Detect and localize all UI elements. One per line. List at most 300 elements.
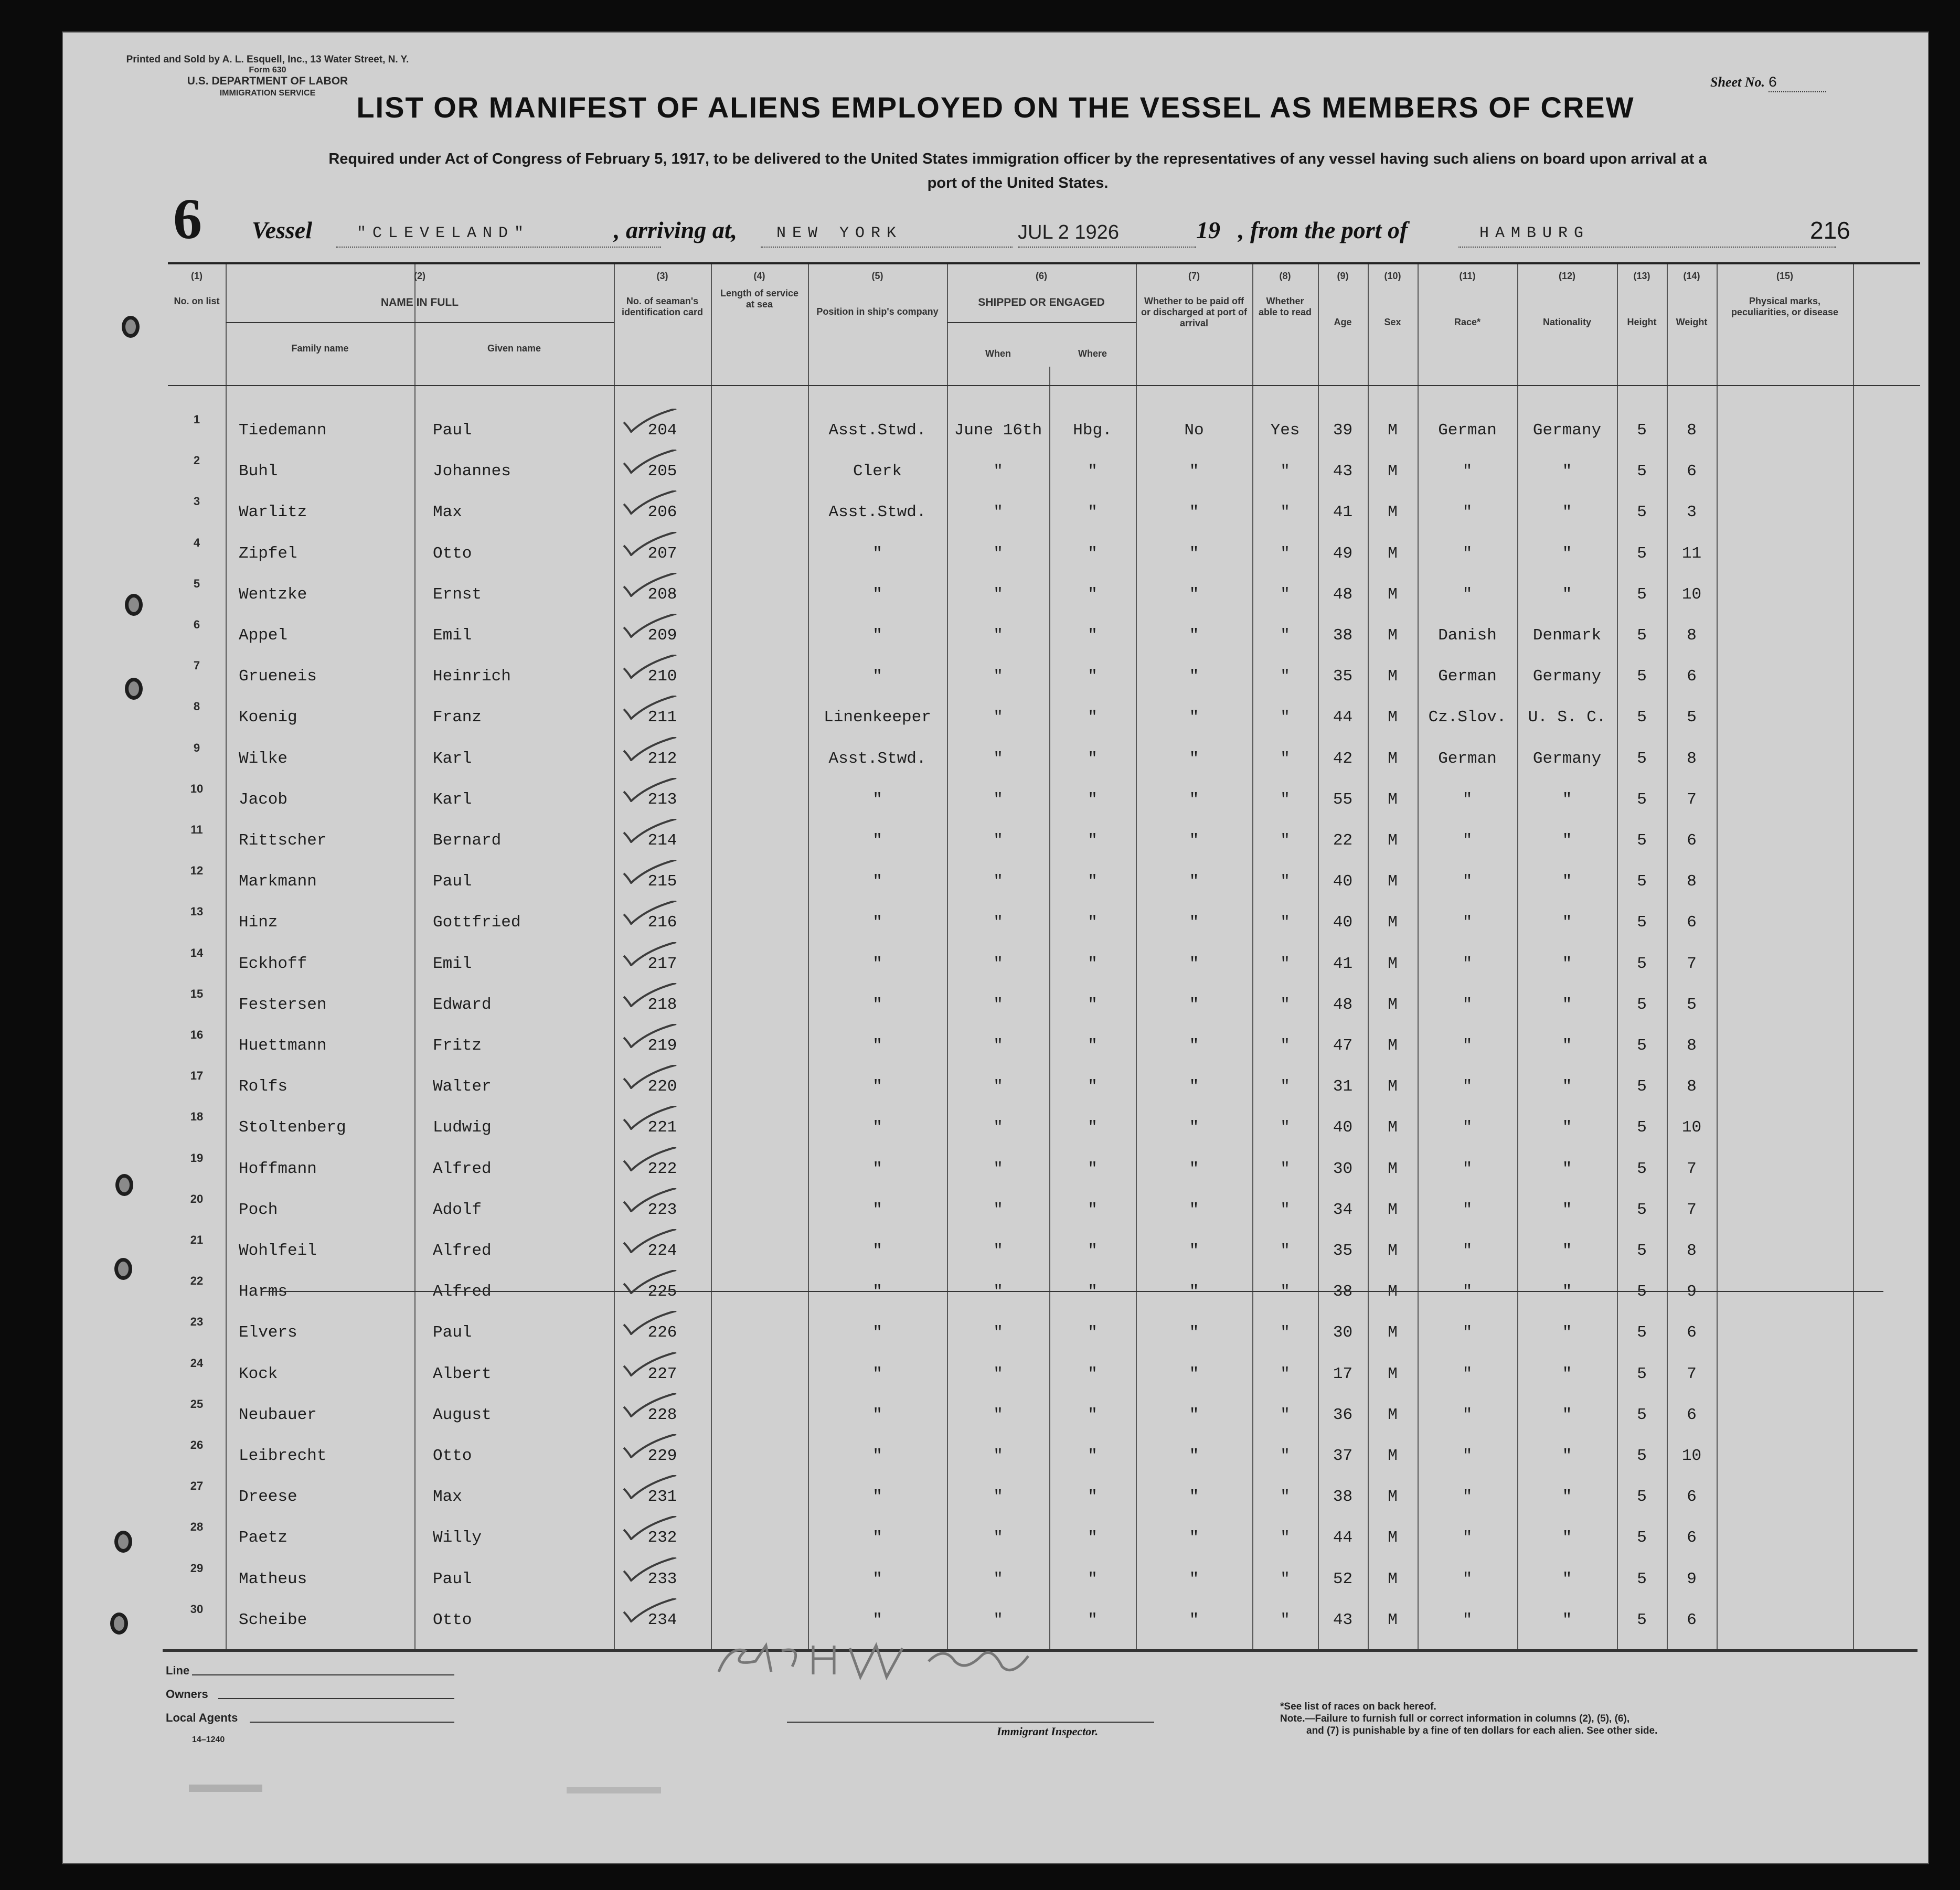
age: 44 xyxy=(1333,708,1353,727)
nationality: Germany xyxy=(1532,421,1602,440)
height: 5 xyxy=(1637,1242,1647,1260)
weight: 8 xyxy=(1687,421,1697,440)
height: 5 xyxy=(1637,708,1647,727)
row-number: 3 xyxy=(193,495,200,508)
weight: 8 xyxy=(1687,749,1697,768)
crew-table xyxy=(168,262,1920,1657)
race: German xyxy=(1438,749,1497,768)
position-in-company: " xyxy=(872,1242,882,1260)
height: 5 xyxy=(1637,626,1647,645)
family-name: Kock xyxy=(239,1364,278,1383)
shipped-when: " xyxy=(993,1159,1003,1178)
nationality: " xyxy=(1562,1242,1572,1260)
check-mark xyxy=(622,1065,679,1089)
nationality: " xyxy=(1562,462,1572,481)
vessel-name: "CLEVELAND" xyxy=(357,225,530,242)
shipped-where: " xyxy=(1088,626,1098,645)
check-mark xyxy=(622,1229,679,1253)
paid-off: " xyxy=(1189,913,1199,932)
big-sheet-number: 6 xyxy=(173,187,202,251)
id-card-number: 205 xyxy=(647,462,677,481)
able-to-read: " xyxy=(1280,667,1290,686)
able-to-read: " xyxy=(1280,831,1290,850)
sex: M xyxy=(1388,1610,1398,1629)
sex: M xyxy=(1388,1242,1398,1260)
nationality: " xyxy=(1562,1405,1572,1424)
table-row xyxy=(168,532,1920,573)
given-name: Franz xyxy=(433,708,482,727)
shipped-where: " xyxy=(1088,1405,1098,1424)
race: " xyxy=(1462,1569,1473,1588)
weight: 11 xyxy=(1681,544,1702,563)
shipped-where: " xyxy=(1088,544,1098,563)
height: 5 xyxy=(1637,1118,1647,1137)
given-name: Max xyxy=(433,1488,462,1507)
shipped-when: " xyxy=(993,1610,1003,1629)
height: 5 xyxy=(1637,667,1647,686)
given-name: Gottfried xyxy=(433,913,521,932)
given-name: Paul xyxy=(433,872,472,891)
height: 5 xyxy=(1637,544,1647,563)
table-row xyxy=(168,573,1920,614)
nationality: " xyxy=(1562,1200,1572,1219)
paid-off: " xyxy=(1189,1242,1199,1260)
position-in-company: " xyxy=(872,1529,882,1547)
id-card-number: 207 xyxy=(647,544,677,563)
given-name: Karl xyxy=(433,749,472,768)
weight: 6 xyxy=(1687,667,1697,686)
able-to-read: " xyxy=(1280,872,1290,891)
owners-label: Owners xyxy=(166,1688,208,1701)
given-name: Otto xyxy=(433,1610,472,1629)
table-row xyxy=(168,819,1920,860)
able-to-read: " xyxy=(1280,626,1290,645)
family-name: Buhl xyxy=(239,462,278,481)
shipped-where: " xyxy=(1088,1569,1098,1588)
header-no-on-list: No. on list xyxy=(174,296,220,306)
id-card-number: 212 xyxy=(647,749,677,768)
able-to-read: " xyxy=(1280,1447,1290,1465)
height: 5 xyxy=(1637,421,1647,440)
age: 31 xyxy=(1333,1077,1353,1096)
column-number: (6) xyxy=(1036,271,1047,281)
able-to-read: " xyxy=(1280,1569,1290,1588)
nationality: " xyxy=(1562,1283,1572,1301)
paid-off: " xyxy=(1189,1405,1199,1424)
column-number: (12) xyxy=(1558,271,1575,281)
race: " xyxy=(1462,954,1473,973)
row-number: 16 xyxy=(190,1028,204,1041)
dotted-line xyxy=(1458,247,1836,248)
paid-off: " xyxy=(1189,585,1199,604)
row-number: 30 xyxy=(190,1602,204,1616)
check-mark xyxy=(622,1516,679,1540)
check-mark xyxy=(622,1557,679,1582)
race: " xyxy=(1462,913,1473,932)
local-agents-label: Local Agents xyxy=(166,1711,238,1724)
family-name: Dreese xyxy=(239,1488,297,1507)
age: 40 xyxy=(1333,872,1353,891)
form-number: Form 630 xyxy=(249,66,286,74)
row-number: 22 xyxy=(190,1274,204,1288)
weight: 6 xyxy=(1687,1488,1697,1507)
shipped-where: " xyxy=(1088,913,1098,932)
position-in-company: " xyxy=(872,954,882,973)
able-to-read: Yes xyxy=(1270,421,1300,440)
race: " xyxy=(1462,1159,1473,1178)
service-name: IMMIGRATION SERVICE xyxy=(219,89,316,98)
row-number: 15 xyxy=(190,987,204,1000)
paid-off: " xyxy=(1189,790,1199,809)
given-name: Fritz xyxy=(433,1037,482,1055)
header-shipped: SHIPPED OR ENGAGED xyxy=(978,296,1105,308)
sex: M xyxy=(1388,1488,1398,1507)
table-row xyxy=(168,860,1920,901)
shipped-when: " xyxy=(993,749,1003,768)
weight: 10 xyxy=(1681,585,1702,604)
strike-line xyxy=(262,1291,1883,1292)
family-name: Eckhoff xyxy=(239,954,307,973)
age: 36 xyxy=(1333,1405,1353,1424)
given-name: Heinrich xyxy=(433,667,511,686)
year-label: 19 xyxy=(1196,217,1220,243)
id-card-number: 208 xyxy=(647,585,677,604)
inspector-label: Immigrant Inspector. xyxy=(997,1725,1099,1738)
table-row xyxy=(168,1024,1920,1065)
height: 5 xyxy=(1637,1037,1647,1055)
dotted-line xyxy=(1018,247,1196,248)
check-mark xyxy=(622,983,679,1007)
age: 44 xyxy=(1333,1529,1353,1547)
table-row xyxy=(168,450,1920,490)
local-agents-field xyxy=(250,1722,454,1723)
nationality: " xyxy=(1562,1037,1572,1055)
column-number: (1) xyxy=(191,271,203,281)
sex: M xyxy=(1388,749,1398,768)
check-mark xyxy=(622,409,679,433)
table-row xyxy=(168,1311,1920,1352)
race: " xyxy=(1462,1283,1473,1301)
column-number: (10) xyxy=(1384,271,1401,281)
given-name: Emil xyxy=(433,626,472,645)
position-in-company: " xyxy=(872,544,882,563)
header-sex: Sex xyxy=(1384,317,1401,327)
height: 5 xyxy=(1637,1283,1647,1301)
header-bottom-rule xyxy=(168,385,1920,386)
race: " xyxy=(1462,585,1473,604)
given-name: Emil xyxy=(433,954,472,973)
shipped-where: " xyxy=(1088,1200,1098,1219)
table-row xyxy=(168,901,1920,942)
able-to-read: " xyxy=(1280,1242,1290,1260)
position-in-company: " xyxy=(872,913,882,932)
row-number: 21 xyxy=(190,1233,204,1246)
race: Cz.Slov. xyxy=(1428,708,1507,727)
row-number: 11 xyxy=(190,823,203,836)
id-card-number: 206 xyxy=(647,503,677,522)
row-number: 2 xyxy=(193,454,200,467)
position-in-company: Asst.Stwd. xyxy=(828,503,926,522)
age: 38 xyxy=(1333,626,1353,645)
position-in-company: " xyxy=(872,1283,882,1301)
id-card-number: 234 xyxy=(647,1610,677,1629)
weight: 7 xyxy=(1687,954,1697,973)
able-to-read: " xyxy=(1280,749,1290,768)
shipped-when: " xyxy=(993,1077,1003,1096)
sex: M xyxy=(1388,913,1398,932)
shipped-where: Hbg. xyxy=(1073,421,1112,440)
sex: M xyxy=(1388,1159,1398,1178)
faint-marking xyxy=(567,1787,661,1793)
weight: 6 xyxy=(1687,462,1697,481)
id-card-number: 233 xyxy=(647,1569,677,1588)
weight: 5 xyxy=(1687,708,1697,727)
id-card-number: 220 xyxy=(647,1077,677,1096)
race: " xyxy=(1462,462,1473,481)
sex: M xyxy=(1388,1037,1398,1055)
id-card-number: 219 xyxy=(647,1037,677,1055)
able-to-read: " xyxy=(1280,544,1290,563)
id-card-number: 226 xyxy=(647,1323,677,1342)
family-name: Huettmann xyxy=(239,1037,327,1055)
check-mark xyxy=(622,450,679,474)
check-mark xyxy=(622,1106,679,1130)
weight: 5 xyxy=(1687,995,1697,1014)
check-mark xyxy=(622,819,679,843)
position-in-company: Linenkeeper xyxy=(824,708,931,727)
sex: M xyxy=(1388,1364,1398,1383)
header-family-name: Family name xyxy=(291,343,349,354)
table-row xyxy=(168,1065,1920,1106)
age: 30 xyxy=(1333,1323,1353,1342)
column-number: (2) xyxy=(414,271,425,281)
sex: M xyxy=(1388,1405,1398,1424)
id-card-number: 221 xyxy=(647,1118,677,1137)
given-name: Walter xyxy=(433,1077,492,1096)
header-rule xyxy=(947,322,1136,323)
nationality: " xyxy=(1562,1488,1572,1507)
age: 43 xyxy=(1333,462,1353,481)
shipped-where: " xyxy=(1088,667,1098,686)
column-number: (5) xyxy=(871,271,883,281)
header-height: Height xyxy=(1627,317,1657,327)
able-to-read: " xyxy=(1280,585,1290,604)
race: German xyxy=(1438,667,1497,686)
nationality: " xyxy=(1562,1529,1572,1547)
able-to-read: " xyxy=(1280,1037,1290,1055)
height: 5 xyxy=(1637,872,1647,891)
penalty-note-line: Note.—Failure to furnish full or correct information in columns (2), (5), (6), xyxy=(1280,1713,1630,1724)
able-to-read: " xyxy=(1280,1283,1290,1301)
position-in-company: " xyxy=(872,1405,882,1424)
family-name: Wentzke xyxy=(239,585,307,604)
given-name: Karl xyxy=(433,790,472,809)
check-mark xyxy=(622,573,679,597)
nationality: " xyxy=(1562,1159,1572,1178)
id-card-number: 214 xyxy=(647,831,677,850)
row-number: 23 xyxy=(190,1315,204,1329)
row-number: 6 xyxy=(193,618,200,631)
shipped-when: " xyxy=(993,585,1003,604)
faint-marking xyxy=(189,1785,262,1792)
family-name: Tiedemann xyxy=(239,421,327,440)
age: 40 xyxy=(1333,913,1353,932)
paid-off: " xyxy=(1189,1200,1199,1219)
shipped-where: " xyxy=(1088,1077,1098,1096)
shipped-when: " xyxy=(993,667,1003,686)
sex: M xyxy=(1388,1323,1398,1342)
row-number: 19 xyxy=(190,1151,204,1165)
age: 48 xyxy=(1333,995,1353,1014)
able-to-read: " xyxy=(1280,1364,1290,1383)
position-in-company: " xyxy=(872,626,882,645)
header-age: Age xyxy=(1334,317,1352,327)
family-name: Matheus xyxy=(239,1569,307,1588)
able-to-read: " xyxy=(1280,503,1290,522)
height: 5 xyxy=(1637,585,1647,604)
header-rule xyxy=(226,322,614,323)
shipped-when: " xyxy=(993,626,1003,645)
check-mark xyxy=(622,490,679,515)
shipped-where: " xyxy=(1088,1364,1098,1383)
age: 17 xyxy=(1333,1364,1353,1383)
shipped-when: " xyxy=(993,1242,1003,1260)
weight: 7 xyxy=(1687,1200,1697,1219)
table-row xyxy=(168,1434,1920,1475)
header-race: Race* xyxy=(1454,317,1481,327)
sex: M xyxy=(1388,626,1398,645)
shipped-when: June 16th xyxy=(954,421,1042,440)
age: 55 xyxy=(1333,790,1353,809)
height: 5 xyxy=(1637,831,1647,850)
check-mark xyxy=(622,532,679,556)
nationality: " xyxy=(1562,1610,1572,1629)
sex: M xyxy=(1388,1447,1398,1465)
weight: 7 xyxy=(1687,1364,1697,1383)
subtitle-line: port of the United States. xyxy=(927,175,1109,191)
height: 5 xyxy=(1637,954,1647,973)
sex: M xyxy=(1388,954,1398,973)
shipped-when: " xyxy=(993,1323,1003,1342)
row-number: 28 xyxy=(190,1520,204,1534)
race: " xyxy=(1462,995,1473,1014)
table-row xyxy=(168,737,1920,778)
given-name: Alfred xyxy=(433,1283,492,1301)
id-card-number: 223 xyxy=(647,1200,677,1219)
race: " xyxy=(1462,1610,1473,1629)
header-where: Where xyxy=(1078,348,1107,359)
position-in-company: " xyxy=(872,1323,882,1342)
arrival-date-stamp: JUL 2 1926 xyxy=(1018,221,1119,243)
punch-hole xyxy=(122,316,140,338)
position-in-company: Clerk xyxy=(853,462,902,481)
shipped-when: " xyxy=(993,872,1003,891)
shipped-where: " xyxy=(1088,585,1098,604)
shipped-where: " xyxy=(1088,1610,1098,1629)
table-row xyxy=(168,983,1920,1024)
position-in-company: " xyxy=(872,667,882,686)
paid-off: " xyxy=(1189,1323,1199,1342)
header-nationality: Nationality xyxy=(1542,317,1591,327)
given-name: Max xyxy=(433,503,462,522)
table-row xyxy=(168,1352,1920,1393)
nationality: " xyxy=(1562,995,1572,1014)
age: 52 xyxy=(1333,1569,1353,1588)
sex: M xyxy=(1388,790,1398,809)
check-mark xyxy=(622,696,679,720)
family-name: Hoffmann xyxy=(239,1159,317,1178)
able-to-read: " xyxy=(1280,1529,1290,1547)
sex: M xyxy=(1388,585,1398,604)
able-to-read: " xyxy=(1280,1405,1290,1424)
table-row xyxy=(168,1188,1920,1229)
row-number: 27 xyxy=(190,1479,204,1493)
shipped-where: " xyxy=(1088,749,1098,768)
family-name: Appel xyxy=(239,626,288,645)
race: " xyxy=(1462,790,1473,809)
height: 5 xyxy=(1637,1569,1647,1588)
weight: 6 xyxy=(1687,1323,1697,1342)
row-number: 20 xyxy=(190,1192,204,1205)
paid-off: " xyxy=(1189,872,1199,891)
check-mark xyxy=(622,1311,679,1335)
age: 49 xyxy=(1333,544,1353,563)
dotted-line xyxy=(336,247,661,248)
check-mark xyxy=(622,1188,679,1212)
shipped-when: " xyxy=(993,1488,1003,1507)
weight: 8 xyxy=(1687,626,1697,645)
column-number: (13) xyxy=(1633,271,1650,281)
age: 48 xyxy=(1333,585,1353,604)
nationality: " xyxy=(1562,954,1572,973)
paid-off: " xyxy=(1189,1364,1199,1383)
header-able-read: Whether able to read xyxy=(1258,296,1312,317)
id-card-number: 218 xyxy=(647,995,677,1014)
header-id-card: No. of seaman's identification card xyxy=(621,296,704,317)
punch-hole xyxy=(110,1613,128,1635)
subtitle-line: Required under Act of Congress of February 5, 1917, to be delivered to the United States immigration officer by the representatives of any vessel having such aliens on board upon arrival at a xyxy=(328,151,1707,167)
shipped-when: " xyxy=(993,1118,1003,1137)
shipped-when: " xyxy=(993,1529,1003,1547)
family-name: Hinz xyxy=(239,913,278,932)
check-mark xyxy=(622,1024,679,1048)
row-number: 1 xyxy=(193,413,200,426)
id-card-number: 227 xyxy=(647,1364,677,1383)
height: 5 xyxy=(1637,1364,1647,1383)
id-card-number: 204 xyxy=(647,421,677,440)
shipped-when: " xyxy=(993,1405,1003,1424)
id-card-number: 210 xyxy=(647,667,677,686)
column-number: (14) xyxy=(1683,271,1700,281)
height: 5 xyxy=(1637,1323,1647,1342)
position-in-company: " xyxy=(872,1077,882,1096)
form-code: 14–1240 xyxy=(192,1735,225,1744)
paid-off: " xyxy=(1189,1488,1199,1507)
table-row xyxy=(168,1557,1920,1598)
family-name: Leibrecht xyxy=(239,1447,327,1465)
shipped-where: " xyxy=(1088,872,1098,891)
id-card-number: 215 xyxy=(647,872,677,891)
paid-off: " xyxy=(1189,462,1199,481)
shipped-where: " xyxy=(1088,1529,1098,1547)
column-number: (8) xyxy=(1279,271,1291,281)
race: German xyxy=(1438,421,1497,440)
punch-hole xyxy=(125,594,143,616)
id-card-number: 228 xyxy=(647,1405,677,1424)
height: 5 xyxy=(1637,790,1647,809)
row-number: 29 xyxy=(190,1561,204,1575)
height: 5 xyxy=(1637,1077,1647,1096)
